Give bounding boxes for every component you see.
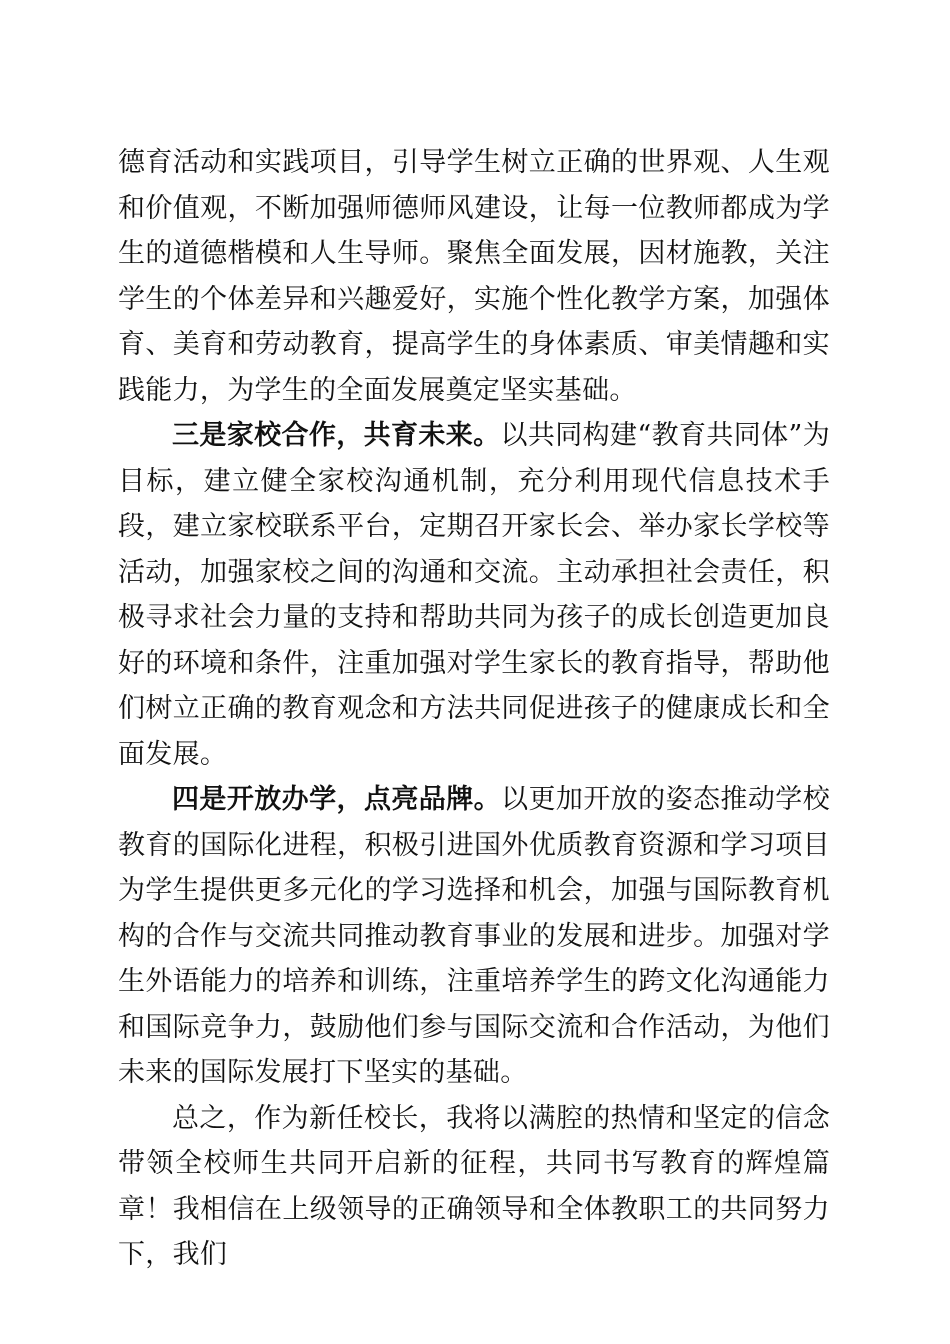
paragraph-text: 以更加开放的姿态推动学校教育的国际化进程，积极引进国外优质教育资源和学习项目为学生提供更多元化的学习选择和机会，加强与国际教育机构的合作与交流共同推动教育事业的发展和进步。加强对学生外语能力的培养和训练，注重培养学生的跨文化沟通能力和国际竞争力，鼓励他们参与国际交流和合作活动，为他们未来的国际发展打下坚实的基础。 — [118, 784, 830, 1088]
paragraph-conclusion — [118, 1096, 830, 1278]
paragraph-text: 以共同构建“教育共同体”为目标，建立健全家校沟通机制，充分利用现代信息技术手段，建立家校联系平台，定期召开家长会、举办家长学校等活动，加强家校之间的沟通和交流。主动承担社会责任，积极寻求社会力量的支持和帮助共同为孩子的成长创造更加良好的环境和条件，注重加强对学生家长的教育指导，帮助他们树立正确的教育观念和方法共同促进孩子的健康成长和全面发展。 — [118, 420, 830, 770]
paragraph-open-schooling — [118, 777, 830, 1096]
paragraph-moral-education — [118, 140, 830, 413]
paragraph-text: 总之，作为新任校长，我将以满腔的热情和坚定的信念带领全校师生共同开启新的征程，共同书写教育的辉煌篇章！我相信在上级领导的正确领导和全体教职工的共同努力下，我们 — [118, 1102, 830, 1270]
paragraph-lead-heading: 四是开放办学，点亮品牌。 — [172, 784, 502, 815]
document-body — [118, 140, 830, 1278]
paragraph-text: 德育活动和实践项目，引导学生树立正确的世界观、人生观和价值观，不断加强师德师风建设，让每一位教师都成为学生的道德楷模和人生导师。聚焦全面发展，因材施教，关注学生的个体差异和兴趣爱好，实施个性化教学方案，加强体育、美育和劳动教育，提高学生的身体素质、审美情趣和实践能力，为学生的全面发展奠定坚实基础。 — [118, 147, 830, 406]
paragraph-lead-heading: 三是家校合作，共育未来。 — [172, 420, 501, 451]
paragraph-home-school-cooperation — [118, 413, 830, 777]
